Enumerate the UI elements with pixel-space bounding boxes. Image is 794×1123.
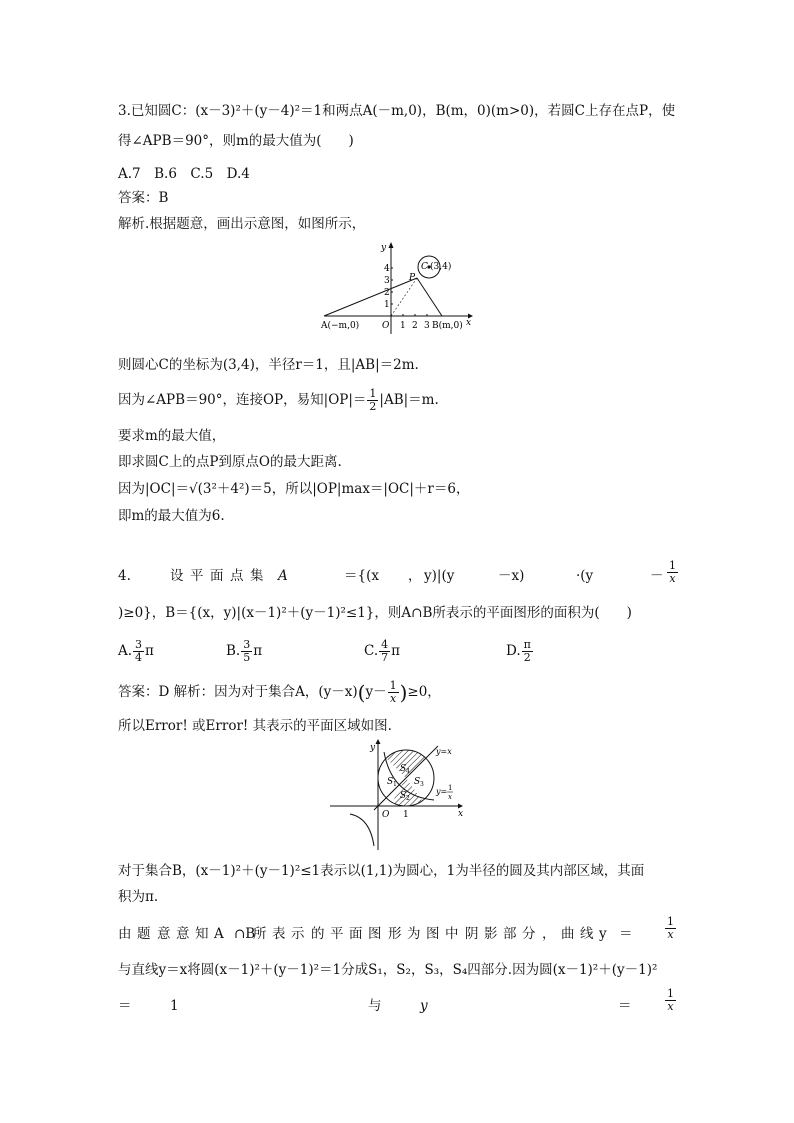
- q4-line-c1-char: ＝: [619, 926, 633, 942]
- q4-line-c1-char: A: [214, 926, 224, 942]
- fig2-label-s3: S: [414, 777, 421, 787]
- q3-line-op-pre: 因为∠APB＝90°，连接OP，易知|OP|＝: [118, 392, 367, 408]
- q4-line-b1: 对于集合B，(x－1)²＋(y－1)²≤1表示以(1,1)为圆心，1为半径的圆及其内部区域，其面: [118, 863, 645, 879]
- q3-line-oc: 因为|OC|＝√(3²＋4²)＝5，所以|OP|max＝|OC|＋r＝6，: [118, 481, 470, 497]
- q4-stem-char: 集: [250, 568, 264, 584]
- q4-line-c3-eq2: ＝: [618, 998, 632, 1014]
- fig1-label-c: C: [421, 262, 428, 272]
- fig2-label-s4-sub: 4: [406, 768, 410, 775]
- fig2-label-o: O: [382, 810, 390, 820]
- q3-line-op: [118, 384, 439, 416]
- fig1-label-y: y: [381, 243, 387, 253]
- fig1-label-p: P: [409, 273, 416, 283]
- q3-op-frac-num: 1: [369, 387, 377, 400]
- q4-line-c3-with: 与: [368, 998, 382, 1014]
- fig1-label-c-coord: (3,4): [430, 262, 452, 272]
- q4-stem-frac: [667, 560, 678, 585]
- q4-line-c3-y: y: [420, 998, 428, 1014]
- fig2-label-y1x-num: 1: [448, 784, 453, 792]
- fig1-label-x: x: [466, 318, 472, 328]
- q4-line-c1-char: 由: [118, 926, 132, 942]
- q4-line-c1-frac-num: 1: [667, 915, 674, 928]
- fig2-label-s4: S: [400, 764, 407, 774]
- q4-line-c1-char: 意: [157, 926, 171, 942]
- q4-option-a-frac: [133, 639, 144, 664]
- q4-option-a-label: A.: [118, 643, 133, 659]
- q4-option-b-frac: [241, 639, 252, 664]
- q4-answer-frac: [388, 680, 399, 705]
- fig2-label-y1x-den: x: [448, 793, 452, 801]
- q4-line-c1-char: 意: [176, 926, 190, 942]
- q4-option-b-pi: π: [253, 643, 263, 659]
- q4-option-b-num: 3: [243, 638, 251, 651]
- q4-line-c1-char: 示: [291, 926, 305, 942]
- q4-answer-paren-pre: y－: [365, 684, 387, 700]
- q4-line-c3-frac: [665, 988, 676, 1013]
- q4-line-c1-char: 部: [503, 926, 517, 942]
- q4-line-c1-char: 线: [580, 926, 594, 942]
- q4-answer-rparen: ): [399, 680, 408, 705]
- q4-stem-char: ，: [408, 568, 422, 584]
- q4-line-c1-char: 影: [484, 926, 498, 942]
- fig2-label-yx: y=x: [436, 747, 452, 756]
- q4-line-c3-frac-den: x: [667, 1000, 674, 1013]
- q4-line-c3-frac-num: 1: [667, 987, 674, 1000]
- q4-line-c1-frac: [665, 916, 676, 941]
- fig1-label-o: O: [382, 321, 390, 331]
- q3-line-goal2: 即求圆C上的点P到原点O的最大距离.: [118, 454, 342, 470]
- q4-line-c1-char: ∩B: [234, 926, 256, 942]
- q4-line-c1-char: 图: [368, 926, 382, 942]
- q4-option-a-den: 4: [135, 651, 143, 664]
- q3-analysis-intro: 解析.根据题意，画出示意图，如图所示，: [118, 216, 366, 232]
- q4-line-c1-char: 阴: [465, 926, 479, 942]
- q4-answer-frac-num: 1: [389, 679, 397, 692]
- q4-answer-pre: 答案：D 解析：因为对于集合A，(y－x): [118, 684, 358, 700]
- q3-options: A.7 B.6 C.5 D.4: [118, 166, 250, 182]
- q4-line-c1-char: 中: [445, 926, 459, 942]
- q4-line-c1-frac-den: x: [667, 928, 674, 941]
- q4-stem-frac-num: 1: [669, 559, 676, 572]
- q4-stem-char: 平: [190, 568, 204, 584]
- q4-stem-char: ·(y: [576, 568, 594, 584]
- q3-answer: 答案：B: [118, 190, 169, 206]
- q4-option-b: [226, 636, 262, 666]
- q4-line-c1-char: 曲: [561, 926, 575, 942]
- q4-stem-char: 设: [170, 568, 184, 584]
- q4-option-d-frac: [522, 639, 533, 664]
- q4-stem-frac-den: x: [669, 572, 676, 585]
- q4-line-c3-eq: ＝: [118, 998, 132, 1014]
- fig1-xtick-1: 1: [400, 321, 406, 331]
- q3-line-goal: 要求m的最大值，: [118, 428, 226, 444]
- q4-option-d: [506, 636, 534, 666]
- q4-option-d-num: π: [523, 638, 531, 651]
- q4-option-d-label: D.: [506, 643, 521, 659]
- q4-answer-line: [118, 676, 441, 709]
- q4-line-b2: 积为π.: [118, 889, 159, 905]
- q4-line-c1: [118, 915, 678, 956]
- q4-stem-char: A: [278, 568, 288, 584]
- q3-figure: [318, 238, 478, 338]
- q4-line-c1-char: 面: [349, 926, 363, 942]
- q3-line-conclusion: 即m的最大值为6.: [118, 508, 225, 524]
- q3-stem-line2: 得∠APB＝90°，则m的最大值为( ): [118, 133, 354, 149]
- q3-line-center: 则圆心C的坐标为(3,4)，半径r＝1，且|AB|＝2m.: [118, 357, 419, 373]
- fig1-ytick-3: 3: [384, 276, 390, 286]
- q4-line-c3: [118, 987, 678, 1028]
- q4-line-c1-char: 的: [311, 926, 325, 942]
- q4-stem-num: 4.: [118, 568, 131, 584]
- q3-op-frac: [367, 388, 378, 413]
- fig2-label-s1-sub: 1: [393, 781, 397, 788]
- q4-line-c1-char: 题: [137, 926, 151, 942]
- q4-error-line: 所以Error! 或Error! 其表示的平面区域如图.: [118, 718, 392, 734]
- fig1-ytick-2: 2: [384, 288, 390, 298]
- q4-option-a-num: 3: [135, 638, 143, 651]
- q4-answer-lparen: (: [357, 680, 366, 705]
- q4-option-c-frac: [379, 639, 390, 664]
- q4-option-c-label: C.: [364, 643, 379, 659]
- fig1-xtick-2: 2: [412, 321, 418, 331]
- fig2-label-s3-sub: 3: [420, 781, 424, 788]
- q3-stem-line1: 3.已知圆C：(x－3)²＋(y－4)²＝1和两点A(－m,0)，B(m，0)(m>0)，若圆C上存在点P，使: [118, 103, 676, 119]
- fig2-label-s2: S: [400, 791, 407, 801]
- q3-line-op-post: |AB|＝m.: [379, 392, 439, 408]
- q4-line-c1-char: 知: [195, 926, 209, 942]
- q4-option-b-den: 5: [243, 651, 251, 664]
- q4-stem-char: 点: [230, 568, 244, 584]
- fig2-label-x: x: [458, 809, 464, 819]
- q4-line-c2: 与直线y＝x将圆(x－1)²＋(y－1)²＝1分成S₁，S₂，S₃，S₄四部分.因为圆(x－1)²＋(y－1)²: [118, 962, 658, 978]
- q4-stem-char: ＝{(x: [344, 568, 379, 584]
- fig2-label-s1: S: [387, 777, 394, 787]
- fig1-label-b: B(m,0): [432, 321, 463, 331]
- q4-line-c1-char: y: [599, 926, 607, 942]
- fig1-xtick-3: 3: [424, 321, 430, 331]
- q4-stem-char: y)|(y: [424, 568, 455, 584]
- q4-line-c1-char: 所: [253, 926, 267, 942]
- q4-option-b-label: B.: [226, 643, 241, 659]
- q4-figure: [330, 738, 470, 850]
- fig2-label-y1x-pre: y=: [436, 787, 448, 796]
- q4-option-d-den: 2: [523, 651, 531, 664]
- q4-option-a: [118, 636, 154, 666]
- q4-line-c1-char: 表: [272, 926, 286, 942]
- q3-op-frac-den: 2: [369, 400, 377, 413]
- q4-line-c1-char: 形: [388, 926, 402, 942]
- q4-line-c3-one: 1: [170, 998, 179, 1014]
- q4-option-c: [364, 636, 400, 666]
- q4-stem-line1: [118, 559, 678, 598]
- fig1-ytick-1: 1: [384, 300, 390, 310]
- q4-stem-line2: )≥0}，B＝{(x，y)|(x－1)²＋(y－1)²≤1}，则A∩B所表示的平面图形的面积为( ): [118, 605, 632, 621]
- q4-option-c-den: 7: [381, 651, 389, 664]
- q4-line-c1-char: 分: [522, 926, 536, 942]
- fig2-label-y: y: [370, 743, 376, 753]
- fig2-label-1: 1: [403, 810, 409, 820]
- q4-option-c-num: 4: [381, 638, 389, 651]
- fig1-ytick-4: 4: [384, 264, 390, 274]
- fig2-label-s2-sub: 2: [406, 795, 410, 802]
- q4-answer-post: ≥0，: [407, 684, 441, 700]
- fig1-label-a: A(−m,0): [321, 321, 360, 331]
- q4-line-c1-char: 平: [330, 926, 344, 942]
- q4-line-c1-char: 为: [407, 926, 421, 942]
- q4-stem-char: －x): [498, 568, 525, 584]
- q4-line-c1-char: ，: [542, 926, 556, 942]
- q4-line-c1-char: 图: [426, 926, 440, 942]
- q4-answer-frac-den: x: [389, 692, 397, 705]
- q4-stem-char: －: [650, 568, 664, 584]
- q4-stem-char: 面: [210, 568, 224, 584]
- q4-option-a-pi: π: [145, 643, 154, 659]
- q4-option-c-pi: π: [391, 643, 401, 659]
